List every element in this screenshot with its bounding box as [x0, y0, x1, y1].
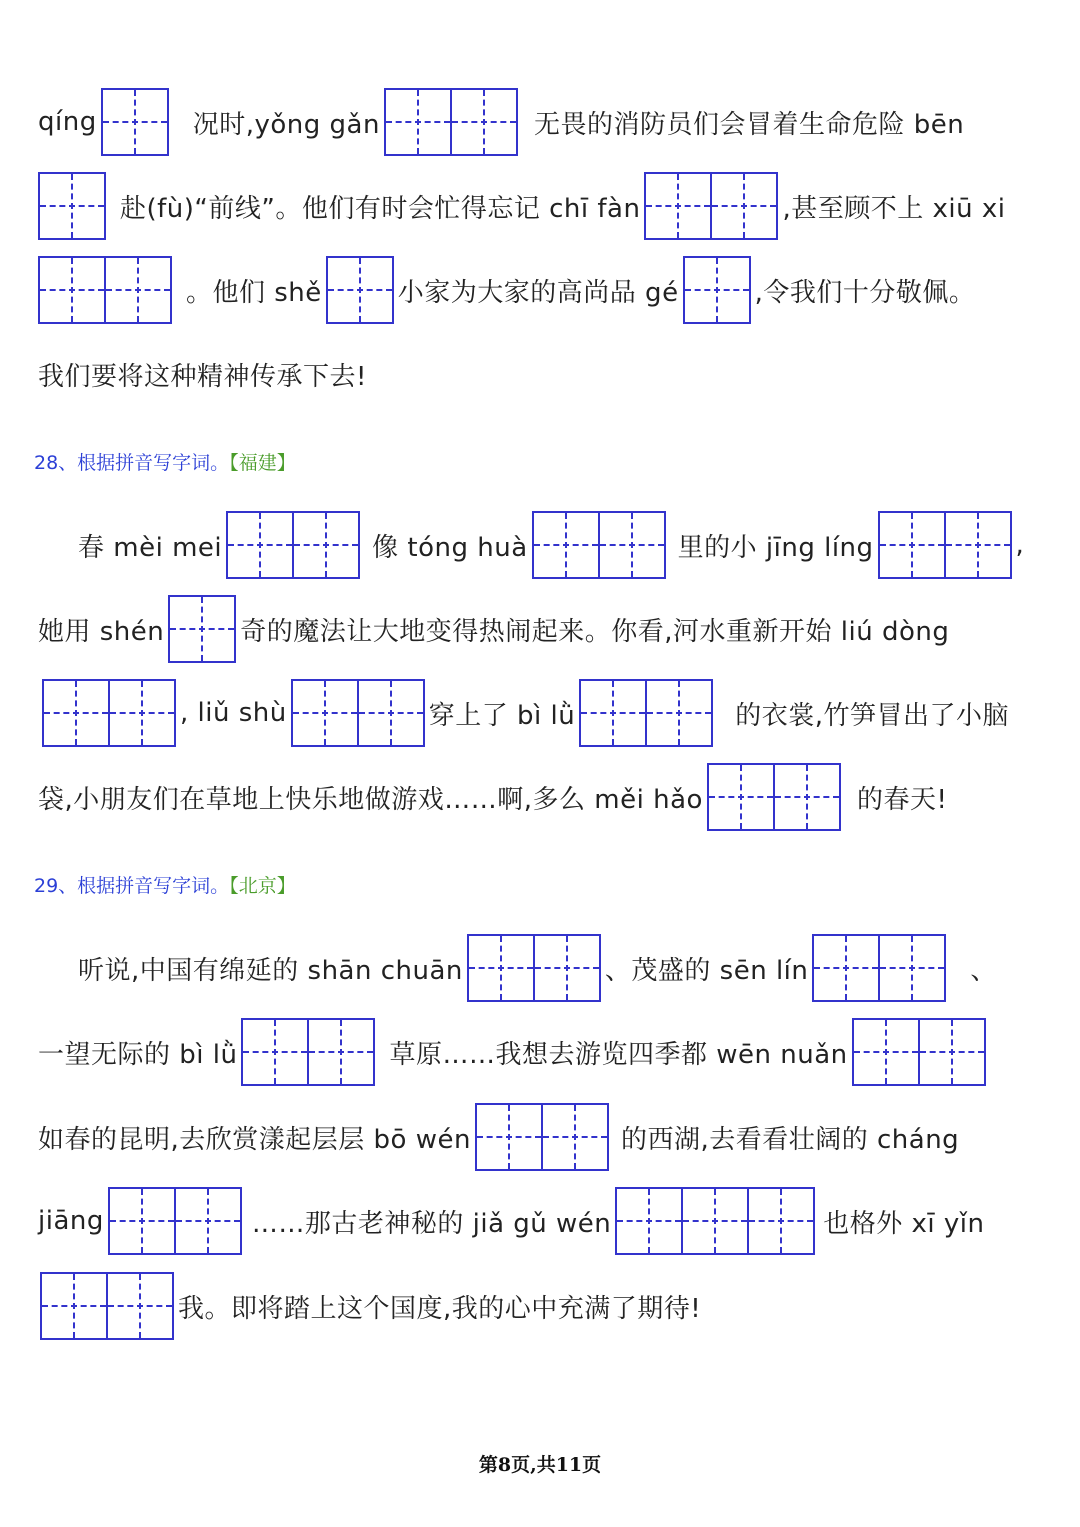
text: 也格外 xī yǐn	[823, 1208, 985, 1239]
text: 奇的魔法让大地变得热闹起来。你看,河水重新开始 liú dòng	[240, 616, 950, 647]
text: 赴(fù)“前线”。他们有时会忙得忘记 chī fàn	[120, 193, 641, 224]
text: ……那古老神秘的 jiǎ gǔ wén	[251, 1208, 612, 1239]
writing-grid-2char[interactable]	[241, 1018, 375, 1086]
text: 一望无际的 bì lǜ	[38, 1039, 238, 1070]
text: 我。即将踏上这个国度,我的心中充满了期待!	[178, 1293, 702, 1324]
writing-grid-2char[interactable]	[40, 1272, 174, 1340]
q29-line-4	[38, 1179, 1044, 1263]
p1-line-2	[38, 164, 1044, 248]
writing-grid-2char[interactable]	[707, 763, 841, 831]
text: 如春的昆明,去欣赏漾起层层 bō wén	[38, 1124, 471, 1155]
text: 听说,中国有绵延的 shān chuān	[78, 955, 463, 986]
writing-grid-1char[interactable]	[168, 595, 236, 663]
writing-grid-2char[interactable]	[475, 1103, 609, 1171]
text: 的衣裳,竹笋冒出了小脑	[735, 700, 1009, 731]
writing-grid-2char[interactable]	[878, 511, 1012, 579]
text: ,令我们十分敬佩。	[754, 277, 976, 308]
writing-grid-2char[interactable]	[38, 256, 172, 324]
text: 她用 shén	[38, 616, 165, 647]
writing-grid-2char[interactable]	[579, 679, 713, 747]
text: 袋,小朋友们在草地上快乐地做游戏……啊,多么 měi hǎo	[38, 784, 703, 815]
q28-line-2	[38, 587, 1044, 671]
question-source: 【北京】	[229, 875, 296, 897]
writing-grid-2char[interactable]	[384, 88, 518, 156]
page-footer: 第8页,共11页	[478, 1454, 602, 1476]
q29-line-3	[38, 1095, 1044, 1179]
text: 。他们 shě	[186, 277, 322, 308]
text: 、茂盛的 sēn lín	[604, 955, 809, 986]
text: 草原……我想去游览四季都 wēn nuǎn	[389, 1039, 848, 1070]
text: , liǔ shù	[180, 698, 287, 728]
question-number: 28、根据拼音写字词。	[34, 452, 230, 474]
text: 小家为大家的高尚品 gé	[397, 277, 679, 308]
text: 像 tóng huà	[372, 532, 528, 563]
text: 里的小 jīng líng	[677, 532, 874, 563]
text: 况时,yǒng gǎn	[192, 109, 380, 140]
writing-grid-1char[interactable]	[101, 88, 169, 156]
text: 春 mèi mei	[78, 532, 223, 563]
p1-line-4	[38, 332, 1044, 416]
p1-line-3	[38, 248, 1044, 332]
text: 的春天!	[856, 784, 948, 815]
text: 穿上了 bì lǜ	[428, 700, 576, 731]
writing-grid-2char[interactable]	[812, 934, 946, 1002]
writing-grid-2char[interactable]	[644, 172, 778, 240]
writing-grid-3char[interactable]	[615, 1187, 815, 1255]
text: qíng	[38, 107, 97, 137]
text: jiāng	[38, 1206, 104, 1236]
question-28-heading	[34, 448, 296, 475]
text: 的西湖,去看看壮阔的 cháng	[620, 1124, 960, 1155]
q29-line-5	[38, 1264, 1044, 1348]
writing-grid-1char[interactable]	[326, 256, 394, 324]
text: ,甚至顾不上 xiū xi	[782, 193, 1006, 224]
writing-grid-2char[interactable]	[108, 1187, 242, 1255]
q28-line-4	[38, 755, 1044, 839]
q29-line-2	[38, 1010, 1044, 1094]
text: ,	[1015, 530, 1025, 560]
writing-grid-2char[interactable]	[467, 934, 601, 1002]
q29-line-1	[38, 926, 1044, 1010]
writing-grid-1char[interactable]	[38, 172, 106, 240]
question-number: 29、根据拼音写字词。	[34, 875, 230, 897]
question-29-heading	[34, 871, 296, 898]
writing-grid-2char[interactable]	[42, 679, 176, 747]
q28-line-1	[38, 503, 1044, 587]
text: 、	[970, 955, 997, 986]
q28-line-3	[38, 671, 1044, 755]
writing-grid-2char[interactable]	[291, 679, 425, 747]
text: 我们要将这种精神传承下去!	[38, 361, 367, 392]
writing-grid-1char[interactable]	[683, 256, 751, 324]
text: 无畏的消防员们会冒着生命危险 bēn	[533, 109, 965, 140]
writing-grid-2char[interactable]	[852, 1018, 986, 1086]
writing-grid-2char[interactable]	[226, 511, 360, 579]
writing-grid-2char[interactable]	[532, 511, 666, 579]
p1-line-1	[38, 80, 1044, 164]
question-source: 【福建】	[229, 452, 296, 474]
